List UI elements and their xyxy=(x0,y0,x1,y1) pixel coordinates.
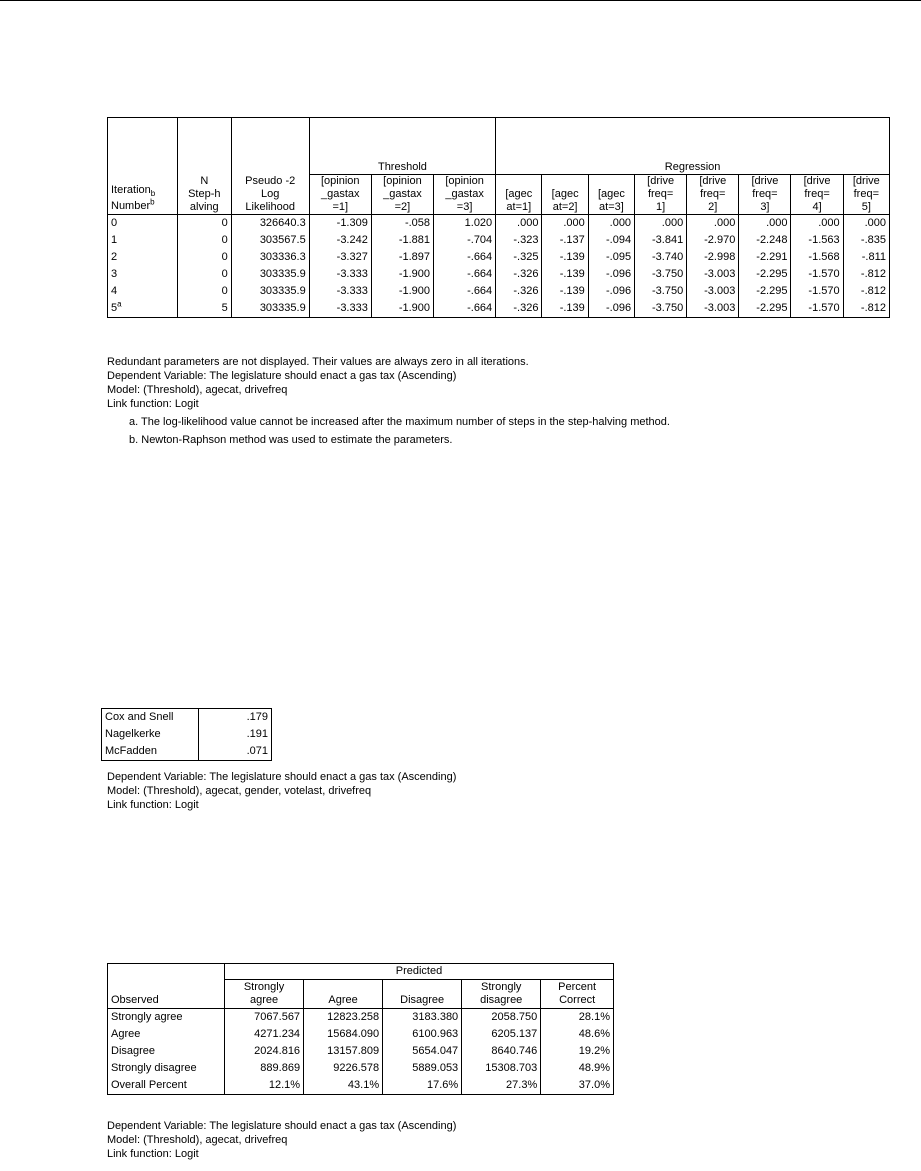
value-cell: 303567.5 xyxy=(231,232,309,249)
col-drivefreq-5: [drive freq= 5] xyxy=(843,175,889,215)
value-cell: 12823.258 xyxy=(304,1009,383,1027)
value-cell: -1.563 xyxy=(791,232,843,249)
pseudo-rsquare-table xyxy=(101,708,272,761)
value-cell: -1.568 xyxy=(791,249,843,266)
value-cell: 0 xyxy=(177,232,231,249)
classification-table xyxy=(107,963,614,1095)
value-cell: -3.333 xyxy=(309,266,371,283)
observed-header: Observed xyxy=(108,964,225,1009)
row-value: .191 xyxy=(199,726,272,743)
col-agecat-3: [agec at=3] xyxy=(588,175,634,215)
value-cell: 15684.090 xyxy=(304,1026,383,1043)
table-row xyxy=(102,743,272,761)
note-line: Model: (Threshold), agecat, gender, votelast, drivefreq xyxy=(107,785,372,797)
value-cell: -3.841 xyxy=(635,232,687,249)
value-cell: -.095 xyxy=(588,249,634,266)
value-cell: -1.570 xyxy=(791,283,843,300)
value-cell: -3.750 xyxy=(635,283,687,300)
classification-notes xyxy=(107,1119,707,1161)
value-cell: 326640.3 xyxy=(231,215,309,233)
value-cell: -.664 xyxy=(434,266,496,283)
iteration-number-cell: 0 xyxy=(108,215,178,233)
table-row xyxy=(108,266,890,283)
value-cell: 5 xyxy=(177,300,231,318)
observed-category: Strongly agree xyxy=(108,1009,225,1027)
predicted-header: Predicted xyxy=(225,964,614,980)
value-cell: -.137 xyxy=(542,232,588,249)
col-agree: Agree xyxy=(304,980,383,1009)
value-cell: 48.6% xyxy=(541,1026,614,1043)
row-label: Nagelkerke xyxy=(102,726,199,743)
value-cell: -.704 xyxy=(434,232,496,249)
value-cell: -.139 xyxy=(542,283,588,300)
value-cell: -.664 xyxy=(434,300,496,318)
value-cell: -.326 xyxy=(496,283,542,300)
value-cell: 5654.047 xyxy=(383,1043,462,1060)
value-cell: 19.2% xyxy=(541,1043,614,1060)
value-cell: -1.900 xyxy=(371,283,433,300)
note-line: Dependent Variable: The legislature should enact a gas tax (Ascending) xyxy=(107,370,457,382)
value-cell: 48.9% xyxy=(541,1060,614,1077)
value-cell: -2.295 xyxy=(739,266,791,283)
value-cell: -.096 xyxy=(588,266,634,283)
table-row xyxy=(108,300,890,318)
note-line: Link function: Logit xyxy=(107,398,199,410)
value-cell: -2.291 xyxy=(739,249,791,266)
value-cell: -.812 xyxy=(843,300,889,318)
observed-category: Agree xyxy=(108,1026,225,1043)
row-label: Cox and Snell xyxy=(102,709,199,727)
value-cell: -.139 xyxy=(542,300,588,318)
iteration-history-table xyxy=(107,117,890,318)
value-cell: -.664 xyxy=(434,249,496,266)
value-cell: 8640.746 xyxy=(462,1043,541,1060)
value-cell: 889.869 xyxy=(225,1060,304,1077)
value-cell: 303335.9 xyxy=(231,266,309,283)
value-cell: -.058 xyxy=(371,215,433,233)
table-row xyxy=(108,1043,614,1060)
iteration-notes xyxy=(107,355,887,448)
table-row xyxy=(108,1077,614,1095)
value-cell: 303335.9 xyxy=(231,300,309,318)
value-cell: 3183.380 xyxy=(383,1009,462,1027)
value-cell: 0 xyxy=(177,266,231,283)
table-row xyxy=(108,232,890,249)
value-cell: -3.327 xyxy=(309,249,371,266)
note-line: Link function: Logit xyxy=(107,799,199,811)
col-agecat-2: [agec at=2] xyxy=(542,175,588,215)
value-cell: 6205.137 xyxy=(462,1026,541,1043)
observed-category: Strongly disagree xyxy=(108,1060,225,1077)
value-cell: -3.003 xyxy=(687,300,739,318)
pseudo-rsquare-notes xyxy=(107,770,707,812)
table-row xyxy=(108,1009,614,1027)
footnote-b: b. Newton-Raphson method was used to estimate the parameters. xyxy=(129,434,453,446)
value-cell: 0 xyxy=(177,215,231,233)
value-cell: -1.881 xyxy=(371,232,433,249)
value-cell: 1.020 xyxy=(434,215,496,233)
value-cell: -1.897 xyxy=(371,249,433,266)
value-cell: .000 xyxy=(588,215,634,233)
col-drivefreq-4: [drive freq= 4] xyxy=(791,175,843,215)
value-cell: -.812 xyxy=(843,266,889,283)
value-cell: -3.003 xyxy=(687,283,739,300)
value-cell: -3.003 xyxy=(687,266,739,283)
value-cell: 15308.703 xyxy=(462,1060,541,1077)
table-row xyxy=(108,215,890,233)
iteration-number-cell: 1 xyxy=(108,232,178,249)
value-cell: -.096 xyxy=(588,300,634,318)
iteration-number-cell: 3 xyxy=(108,266,178,283)
value-cell: -1.900 xyxy=(371,300,433,318)
table-row xyxy=(102,726,272,743)
value-cell: 2024.816 xyxy=(225,1043,304,1060)
value-cell: -.323 xyxy=(496,232,542,249)
value-cell: -3.333 xyxy=(309,300,371,318)
value-cell: 12.1% xyxy=(225,1077,304,1095)
observed-category: Disagree xyxy=(108,1043,225,1060)
value-cell: -1.900 xyxy=(371,266,433,283)
table-row xyxy=(108,283,890,300)
value-cell: -1.570 xyxy=(791,300,843,318)
table-row xyxy=(108,1060,614,1077)
value-cell: -3.333 xyxy=(309,283,371,300)
value-cell: 303336.3 xyxy=(231,249,309,266)
value-cell: -2.295 xyxy=(739,283,791,300)
row-value: .179 xyxy=(199,709,272,727)
value-cell: -.096 xyxy=(588,283,634,300)
value-cell: 7067.567 xyxy=(225,1009,304,1027)
value-cell: 28.1% xyxy=(541,1009,614,1027)
note-line: Link function: Logit xyxy=(107,1148,199,1160)
value-cell: .000 xyxy=(542,215,588,233)
value-cell: -2.248 xyxy=(739,232,791,249)
value-cell: 37.0% xyxy=(541,1077,614,1095)
col-drivefreq-2: [drive freq= 2] xyxy=(687,175,739,215)
value-cell: -2.295 xyxy=(739,300,791,318)
value-cell: -.812 xyxy=(843,283,889,300)
value-cell: -.835 xyxy=(843,232,889,249)
value-cell: 13157.809 xyxy=(304,1043,383,1060)
row-value: .071 xyxy=(199,743,272,761)
footnote-a: a. The log-likelihood value cannot be increased after the maximum number of steps in the step-halving method. xyxy=(129,416,670,428)
value-cell: 303335.9 xyxy=(231,283,309,300)
observed-category: Overall Percent xyxy=(108,1077,225,1095)
value-cell: 9226.578 xyxy=(304,1060,383,1077)
col-n-step-halving: N Step-h alving xyxy=(177,118,231,215)
note-line: Model: (Threshold), agecat, drivefreq xyxy=(107,1134,288,1146)
iteration-number-cell: 4 xyxy=(108,283,178,300)
col-pseudo-log-likelihood: Pseudo -2 Log Likelihood xyxy=(231,118,309,215)
value-cell: .000 xyxy=(496,215,542,233)
col-percent-correct: Percent Correct xyxy=(541,980,614,1009)
value-cell: .000 xyxy=(635,215,687,233)
col-threshold-3: [opinion _gastax =3] xyxy=(434,175,496,215)
value-cell: -2.998 xyxy=(687,249,739,266)
threshold-group-header: Threshold xyxy=(309,118,495,175)
value-cell: 4271.234 xyxy=(225,1026,304,1043)
value-cell: -.139 xyxy=(542,266,588,283)
value-cell: -.326 xyxy=(496,300,542,318)
iteration-number-cell: 5$^a$ xyxy=(108,300,178,318)
value-cell: -.664 xyxy=(434,283,496,300)
value-cell: 0 xyxy=(177,249,231,266)
col-threshold-2: [opinion _gastax =2] xyxy=(371,175,433,215)
value-cell: -3.242 xyxy=(309,232,371,249)
col-iteration-number: Iteration$_b$ Number$^b$ xyxy=(108,118,178,215)
value-cell: 27.3% xyxy=(462,1077,541,1095)
value-cell: .000 xyxy=(843,215,889,233)
value-cell: -.326 xyxy=(496,266,542,283)
col-drivefreq-3: [drive freq= 3] xyxy=(739,175,791,215)
table-row xyxy=(102,709,272,727)
value-cell: 5889.053 xyxy=(383,1060,462,1077)
note-line: Redundant parameters are not displayed. Their values are always zero in all iterations. xyxy=(107,356,529,368)
value-cell: -3.750 xyxy=(635,266,687,283)
col-threshold-1: [opinion _gastax =1] xyxy=(309,175,371,215)
value-cell: -.094 xyxy=(588,232,634,249)
col-disagree: Disagree xyxy=(383,980,462,1009)
col-strongly-agree: Strongly agree xyxy=(225,980,304,1009)
value-cell: -3.750 xyxy=(635,300,687,318)
value-cell: -1.309 xyxy=(309,215,371,233)
value-cell: 2058.750 xyxy=(462,1009,541,1027)
note-line: Dependent Variable: The legislature should enact a gas tax (Ascending) xyxy=(107,1120,457,1132)
note-line: Model: (Threshold), agecat, drivefreq xyxy=(107,384,288,396)
row-label: McFadden xyxy=(102,743,199,761)
table-row xyxy=(108,249,890,266)
value-cell: -1.570 xyxy=(791,266,843,283)
value-cell: 43.1% xyxy=(304,1077,383,1095)
value-cell: -.139 xyxy=(542,249,588,266)
value-cell: -.325 xyxy=(496,249,542,266)
page-top-rule xyxy=(0,0,921,1)
value-cell: .000 xyxy=(739,215,791,233)
col-agecat-1: [agec at=1] xyxy=(496,175,542,215)
value-cell: -2.970 xyxy=(687,232,739,249)
col-strongly-disagree: Strongly disagree xyxy=(462,980,541,1009)
col-drivefreq-1: [drive freq= 1] xyxy=(635,175,687,215)
regression-group-header: Regression xyxy=(496,118,890,175)
value-cell: -3.740 xyxy=(635,249,687,266)
value-cell: -.811 xyxy=(843,249,889,266)
value-cell: .000 xyxy=(791,215,843,233)
value-cell: 0 xyxy=(177,283,231,300)
iteration-number-cell: 2 xyxy=(108,249,178,266)
value-cell: .000 xyxy=(687,215,739,233)
value-cell: 17.6% xyxy=(383,1077,462,1095)
value-cell: 6100.963 xyxy=(383,1026,462,1043)
note-line: Dependent Variable: The legislature should enact a gas tax (Ascending) xyxy=(107,771,457,783)
table-row xyxy=(108,1026,614,1043)
